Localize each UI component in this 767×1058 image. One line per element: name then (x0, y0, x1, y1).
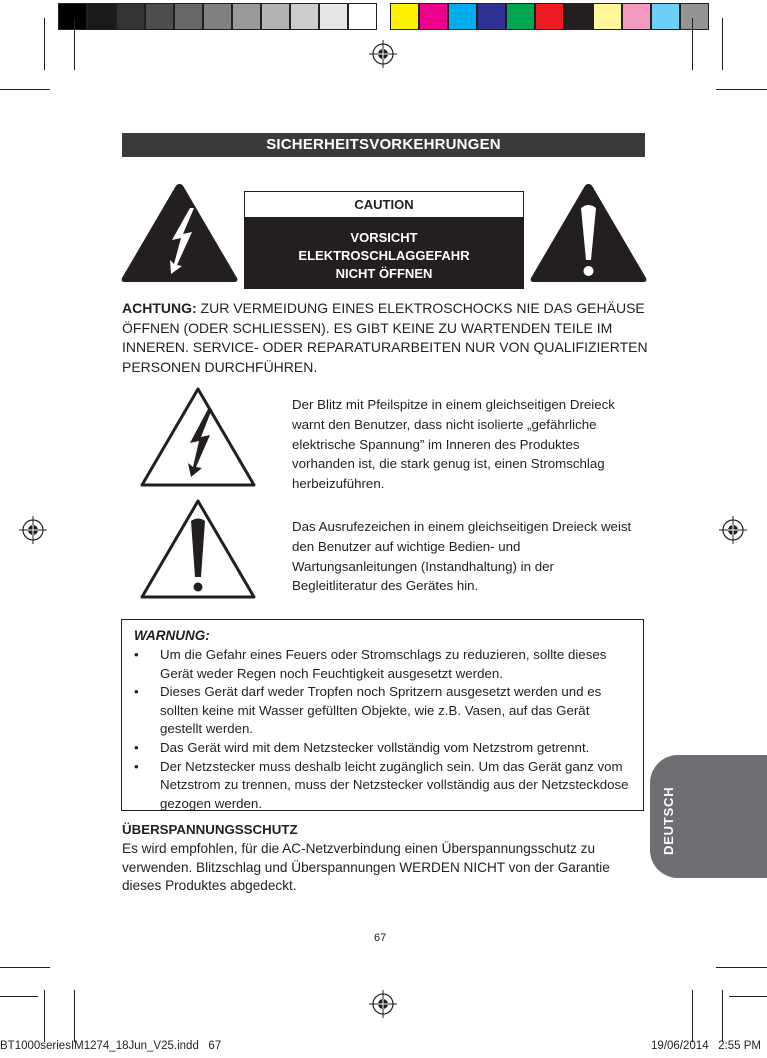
exclamation-description: Das Ausrufezeichen in einem gleichseitigen Dreieck weist den Benutzer auf wichtige Bedien- und Wartungsanleitungen (Instandhaltung) in der Begleitliteratur des Gerätes hin. (292, 519, 632, 594)
process-swatch (419, 3, 448, 30)
warning-item-text: Der Netzstecker muss deshalb leicht zugänglich sein. Um das Gerät ganz vom Netzstrom zu trennen, muss der Netzstecker vollständig aus der Netzsteckdose gezogen werden. (160, 758, 629, 811)
crop-mark (74, 990, 75, 1042)
warning-item (122, 739, 643, 758)
language-tab-label: DEUTSCH (661, 786, 676, 855)
crop-mark (0, 89, 50, 90)
slug-filename: BT1000seriesIM1274_18Jun_V25.indd 67 (0, 1040, 222, 1052)
bullet: • (134, 684, 139, 700)
surge-title: ÜBERSPANNUNGSSCHUTZ (122, 822, 298, 837)
caution-line: NICHT ÖFFNEN (335, 266, 433, 281)
registration-mark-icon (719, 516, 747, 544)
slug-timestamp: 19/06/2014 2:55 PM (651, 1040, 761, 1052)
process-swatch (622, 3, 651, 30)
crop-mark (722, 990, 723, 1042)
section-title: SICHERHEITSVORKEHRUNGEN (122, 133, 645, 157)
bullet: • (134, 647, 139, 662)
warning-list (122, 646, 643, 813)
crop-mark (44, 990, 45, 1042)
gray-swatch (319, 3, 348, 30)
process-swatch (506, 3, 535, 30)
warning-item (122, 683, 643, 739)
process-swatch (564, 3, 593, 30)
gray-swatch (348, 3, 377, 30)
warning-box (121, 619, 644, 811)
gray-swatch (261, 3, 290, 30)
gray-swatch (58, 3, 87, 30)
crop-mark (692, 18, 693, 70)
caution-line: ELEKTROSCHLAGGEFAHR (298, 248, 470, 263)
warning-item (122, 646, 643, 683)
process-swatch (448, 3, 477, 30)
process-swatch (651, 3, 680, 30)
achtung-text: ZUR VERMEIDUNG EINES ELEKTROSCHOCKS NIE DAS GEHÄUSE ÖFFNEN (ODER SCHLIESSEN). ES GIBT KEINE ZU WARTENDEN TEILE IM INNEREN. SERVICE- ODER REPARATURARBEITEN NUR VON QUALIFIZIERTEN PERSONEN DURCHFÜHREN. (122, 300, 648, 375)
caution-line: VORSICHT (350, 230, 418, 245)
surge-text: Es wird empfohlen, für die AC-Netzverbindung einen Überspannungsschutz zu verwenden. Blitzschlag und Überspannungen WERDEN NICHT von der Garantie dieses Produktes abgedeckt. (122, 841, 610, 894)
gray-swatch (174, 3, 203, 30)
crop-mark (692, 990, 693, 1042)
warning-item-text: Um die Gefahr eines Feuers oder Stromschlags zu reduzieren, sollte dieses Gerät weder Regen noch Feuchtigkeit ausgesetzt werden. (160, 647, 607, 681)
registration-mark-icon (369, 990, 397, 1018)
crop-mark (716, 967, 767, 968)
process-swatch (477, 3, 506, 30)
page-number: 67 (374, 932, 387, 944)
caution-heading: CAUTION (245, 192, 523, 218)
gray-swatch (145, 3, 174, 30)
caution-label (244, 191, 524, 289)
warning-item-text: Das Gerät wird mit dem Netzstecker vollständig vom Netzstrom getrennt. (160, 739, 590, 755)
achtung-paragraph (122, 299, 652, 377)
gray-swatch (116, 3, 145, 30)
crop-mark (729, 996, 767, 997)
gray-swatch (203, 3, 232, 30)
warning-item-text: Dieses Gerät darf weder Tropfen noch Spritzern ausgesetzt werden und es sollten keine mit Wasser gefüllten Objekte, wie z.B. Vasen, auf das Gerät gestellt werden. (160, 684, 602, 737)
process-swatch (535, 3, 564, 30)
lightning-symbol-icon (138, 385, 258, 489)
gray-swatch (232, 3, 261, 30)
lightning-warning-icon (120, 182, 239, 284)
warning-item (122, 758, 643, 814)
achtung-lead: ACHTUNG: (122, 300, 197, 316)
process-swatch (390, 3, 419, 30)
lightning-description: Der Blitz mit Pfeilspitze in einem gleichseitigen Dreieck warnt den Benutzer, dass nicht isolierte „gefährliche elektrische Spannung” im Inneren des Produktes vorhanden ist, die stark genug ist, einen Stromschlag herbeizuführen. (292, 397, 615, 492)
crop-mark (0, 996, 38, 997)
crop-mark (44, 18, 45, 70)
crop-mark (0, 967, 50, 968)
warning-title: WARNUNG: (134, 628, 210, 643)
exclamation-warning-icon (529, 182, 648, 284)
caution-body (245, 218, 523, 288)
registration-mark-icon (369, 40, 397, 68)
process-swatch (593, 3, 622, 30)
gray-swatch (290, 3, 319, 30)
registration-mark-icon (19, 516, 47, 544)
bullet: • (134, 739, 139, 755)
crop-mark (722, 18, 723, 70)
process-swatch (680, 3, 709, 30)
crop-mark (74, 18, 75, 70)
crop-mark (716, 89, 767, 90)
exclamation-symbol-icon (138, 497, 258, 601)
bullet: • (134, 758, 139, 774)
gray-swatch (87, 3, 116, 30)
